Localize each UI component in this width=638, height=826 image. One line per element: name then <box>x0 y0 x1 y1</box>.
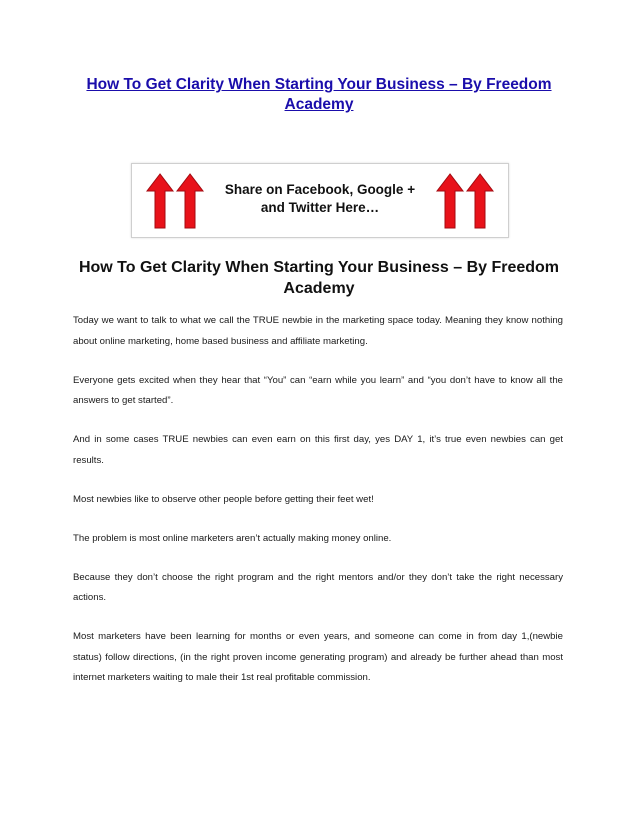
share-banner[interactable] <box>131 163 509 238</box>
paragraph: Everyone gets excited when they hear that “You” can “earn while you learn” and “you don’t have to know all the answers to get started”. <box>73 374 563 406</box>
paragraph: Because they don’t choose the right program and the right mentors and/or they don’t take the right necessary actions. <box>73 571 563 603</box>
paragraph: Today we want to talk to what we call the TRUE newbie in the marketing space today. Meaning they know nothing about online marketing, home based business and affiliate marketing. <box>73 315 563 347</box>
paragraph: The problem is most online marketers aren’t actually making money online. <box>73 532 392 544</box>
article-heading: How To Get Clarity When Starting Your Business – By Freedom Academy <box>78 259 560 297</box>
red-up-arrows-icon <box>145 173 205 229</box>
red-up-arrows-icon <box>435 173 495 229</box>
paragraph: Most marketers have been learning for months or even years, and someone can come in from day 1,(newbie status) follow directions, (in the right proven income generating program) and already be further ahead than most internet marketers waiting to male their 1st real profitable commission. <box>73 631 563 683</box>
share-banner-text: Share on Facebook, Google + and Twitter Here… <box>224 182 416 215</box>
title-link[interactable]: How To Get Clarity When Starting Your Business – By Freedom Academy <box>86 76 552 113</box>
paragraph: Most newbies like to observe other people before getting their feet wet! <box>73 493 374 505</box>
paragraph: And in some cases TRUE newbies can even earn on this first day, yes DAY 1, it’s true even newbies can get results. <box>73 434 563 466</box>
article-body <box>73 311 563 707</box>
